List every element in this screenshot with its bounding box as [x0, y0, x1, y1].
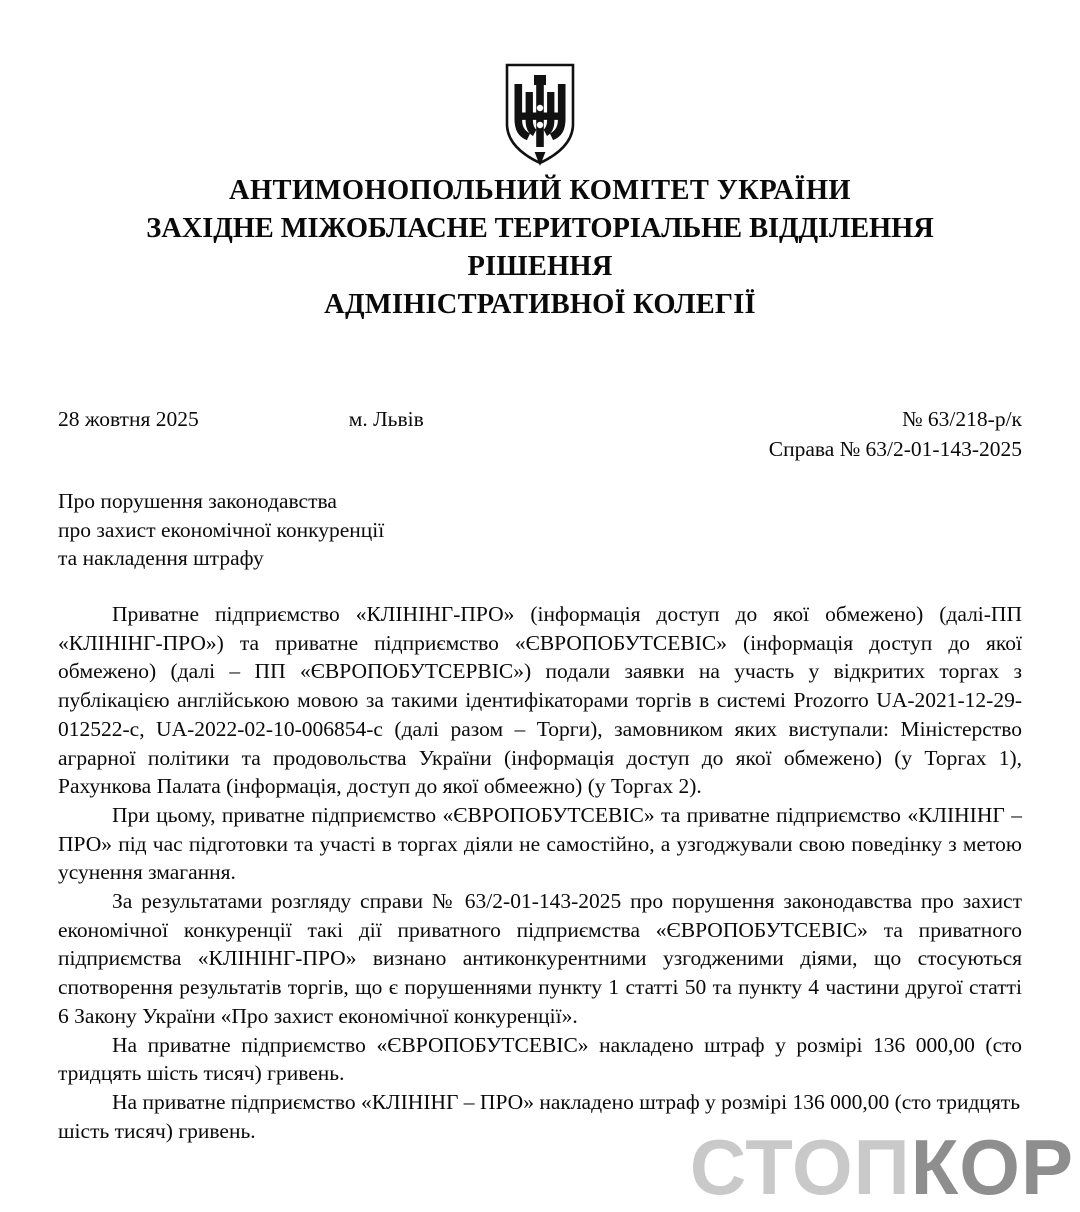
body-paragraph: На приватне підприємство «ЄВРОПОБУТСЕВІС» накладено штраф у розмірі 136 000,00 (сто тридцять шість тисяч) гривень.: [58, 1032, 1022, 1086]
document-date: 28 жовтня 2025: [58, 407, 199, 431]
subject-line-1: Про порушення законодавства: [58, 489, 337, 513]
body-paragraph: За результатами розгляду справи № 63/2-01-143-2025 про порушення законодавства про захист економічної конкуренції такі дії приватного підприємства «ЄВРОПОБУТСЕВІС» та приватного підприємства «КЛІНІНГ-ПРО» визнано антиконкурентними узгодженими діями, що стосуються спотворення результатів торгів, що є порушеннями пункту 1 статті 50 та пункту 4 частини другої статті 6 Закону України «Про захист економічної конкуренції».: [58, 889, 1022, 1028]
body-paragraph: На приватне підприємство «КЛІНІНГ – ПРО» накладено штраф у розмірі 136 000,00 (сто тридцять шість тисяч) гривень.: [58, 1089, 1021, 1143]
header-line-division: ЗАХІДНЕ МІЖОБЛАСНЕ ТЕРИТОРІАЛЬНЕ ВІДДІЛЕННЯ: [146, 213, 934, 244]
subject-line-2: про захист економічної конкуренції: [58, 517, 385, 542]
header-line-decision: РІШЕННЯ: [467, 251, 613, 282]
body-paragraph: При цьому, приватне підприємство «ЄВРОПОБУТСЕВІС» та приватне підприємство «КЛІНІНГ – ПРО» під час підготовки та участі в торгах діяли не самостійно, а узгоджували свою поведінку з метою усунення змагання.: [58, 802, 1022, 885]
document-case-number: Справа № 63/2-01-143-2025: [768, 437, 1022, 461]
document-number: № 63/218-р/к: [902, 407, 1022, 431]
document-city: м. Львів: [348, 407, 424, 431]
watermark-part-dark: КОР: [910, 1123, 1074, 1211]
ukraine-coat-of-arms-icon: [501, 62, 579, 166]
header-line-organization: АНТИМОНОПОЛЬНИЙ КОМІТЕТ УКРАЇНИ: [229, 175, 851, 206]
emblem-container: [0, 62, 1080, 166]
document-subject: [58, 487, 384, 573]
body-paragraph: Приватне підприємство «КЛІНІНГ-ПРО» (інформація доступ до якої обмежено) (далі-ПП «КЛІНІНГ-ПРО») та приватне підприємство «ЄВРОПОБУТСЕВІС» (інформація доступ до якої обмежено) (далі – ПП «ЄВРОПОБУТСЕРВІС») подали заявки на участь у відкритих торгах з публікацією англійською мовою за такими ідентифікаторами торгів в системі Prozorro UA-2021-12-29-012522-c, UA-2022-02-10-006854-c (далі разом – Торги), замовником яких виступали: Міністерство аграрної політики та продовольства України (інформація доступ до якої обмежено) (у Торгах 1), Рахункова Палата (інформація, доступ до якої обмеежно) (у Торгах 2).: [58, 602, 1022, 799]
watermark-part-light: СТО: [689, 1123, 854, 1211]
header-line-collegium: АДМІНІСТРАТИВНОЇ КОЛЕГІЇ: [324, 289, 756, 320]
document-meta: [58, 404, 1022, 464]
meta-primary-row: [58, 404, 1022, 434]
document-header: [0, 172, 1080, 324]
subject-line-3: та накладення штрафу: [58, 546, 264, 570]
watermark-part-middle: П: [853, 1123, 911, 1211]
document-body: [58, 600, 1022, 1145]
